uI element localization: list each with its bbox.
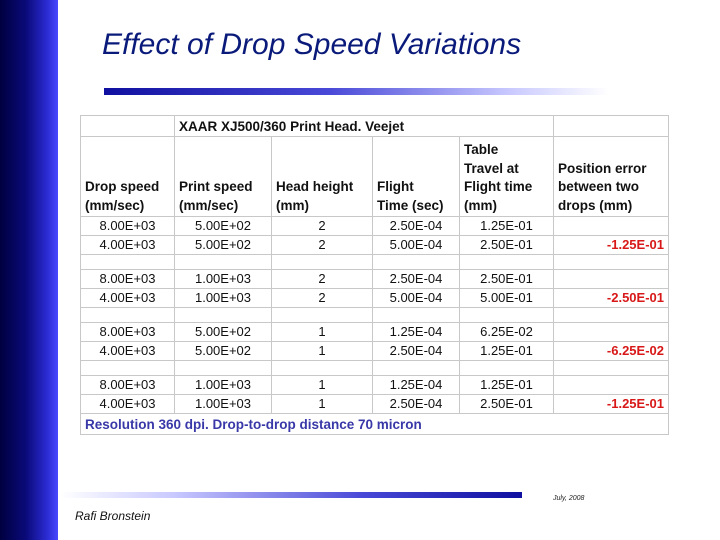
cell-table-travel: 2.50E-01	[460, 236, 554, 255]
empty-cell	[373, 308, 460, 323]
empty-cell	[373, 361, 460, 376]
cell-head-height: 2	[272, 289, 373, 308]
table-title-row	[81, 116, 669, 137]
empty-cell	[460, 361, 554, 376]
cell-drop-speed: 8.00E+03	[81, 323, 175, 342]
empty-cell	[175, 361, 272, 376]
table-row	[81, 376, 669, 395]
empty-cell	[272, 308, 373, 323]
cell-table-travel: 1.25E-01	[460, 342, 554, 361]
cell-print-speed: 1.00E+03	[175, 395, 272, 414]
footer-date: July, 2008	[553, 495, 585, 502]
header-flight-time: Flight Time (sec)	[373, 137, 460, 217]
cell-flight-time: 2.50E-04	[373, 217, 460, 236]
cell-position-error: -1.25E-01	[554, 236, 669, 255]
column-header-row	[81, 137, 669, 217]
empty-cell	[554, 308, 669, 323]
cell-table-travel: 2.50E-01	[460, 270, 554, 289]
table-row	[81, 270, 669, 289]
cell-position-error: -2.50E-01	[554, 289, 669, 308]
cell-print-speed: 1.00E+03	[175, 270, 272, 289]
cell-table-travel: 1.25E-01	[460, 217, 554, 236]
group-spacer-row	[81, 361, 669, 376]
cell-flight-time: 1.25E-04	[373, 376, 460, 395]
cell-head-height: 1	[272, 323, 373, 342]
cell-drop-speed: 4.00E+03	[81, 289, 175, 308]
table-row	[81, 395, 669, 414]
cell-flight-time: 1.25E-04	[373, 323, 460, 342]
cell-table-travel: 2.50E-01	[460, 395, 554, 414]
empty-cell	[175, 255, 272, 270]
cell-position-error	[554, 376, 669, 395]
cell-flight-time: 5.00E-04	[373, 236, 460, 255]
cell-drop-speed: 4.00E+03	[81, 236, 175, 255]
empty-cell	[175, 308, 272, 323]
resolution-note: Resolution 360 dpi. Drop-to-drop distance 70 micron	[81, 414, 669, 435]
cell-drop-speed: 8.00E+03	[81, 217, 175, 236]
header-table-travel: Table Travel at Flight time (mm)	[460, 137, 554, 217]
table-row	[81, 342, 669, 361]
cell-table-travel: 6.25E-02	[460, 323, 554, 342]
cell-flight-time: 2.50E-04	[373, 342, 460, 361]
cell-drop-speed: 8.00E+03	[81, 270, 175, 289]
print-head-table	[80, 115, 669, 435]
empty-cell	[81, 308, 175, 323]
cell-head-height: 1	[272, 395, 373, 414]
empty-cell	[272, 255, 373, 270]
slide-title: Effect of Drop Speed Variations	[102, 28, 522, 61]
empty-cell	[554, 255, 669, 270]
header-position-error: Position error between two drops (mm)	[554, 137, 669, 217]
cell-drop-speed: 8.00E+03	[81, 376, 175, 395]
empty-cell	[373, 255, 460, 270]
cell-table-travel: 1.25E-01	[460, 376, 554, 395]
cell-print-speed: 1.00E+03	[175, 289, 272, 308]
footer-author: Rafi Bronstein	[75, 509, 151, 523]
empty-cell	[81, 361, 175, 376]
table-title: XAAR XJ500/360 Print Head. Veejet	[175, 116, 554, 137]
cell-head-height: 1	[272, 376, 373, 395]
group-spacer-row	[81, 255, 669, 270]
title-underline	[104, 88, 609, 95]
cell-position-error	[554, 217, 669, 236]
header-drop-speed: Drop speed (mm/sec)	[81, 137, 175, 217]
cell-head-height: 2	[272, 236, 373, 255]
cell-flight-time: 2.50E-04	[373, 395, 460, 414]
left-accent-bar	[0, 0, 58, 540]
cell-print-speed: 5.00E+02	[175, 236, 272, 255]
data-table-container	[80, 115, 668, 458]
cell-flight-time: 2.50E-04	[373, 270, 460, 289]
header-print-speed: Print speed (mm/sec)	[175, 137, 272, 217]
footer-rule	[60, 492, 522, 498]
table-row	[81, 289, 669, 308]
cell-print-speed: 1.00E+03	[175, 376, 272, 395]
cell-head-height: 2	[272, 217, 373, 236]
cell-head-height: 2	[272, 270, 373, 289]
empty-cell	[460, 308, 554, 323]
empty-cell	[81, 255, 175, 270]
empty-cell	[460, 255, 554, 270]
table-footer-row	[81, 414, 669, 435]
cell-position-error: -1.25E-01	[554, 395, 669, 414]
cell-print-speed: 5.00E+02	[175, 342, 272, 361]
cell-table-travel: 5.00E-01	[460, 289, 554, 308]
cell-drop-speed: 4.00E+03	[81, 342, 175, 361]
cell-drop-speed: 4.00E+03	[81, 395, 175, 414]
table-body	[81, 217, 669, 414]
empty-cell	[81, 116, 175, 137]
cell-position-error	[554, 323, 669, 342]
group-spacer-row	[81, 308, 669, 323]
table-row	[81, 236, 669, 255]
cell-print-speed: 5.00E+02	[175, 323, 272, 342]
cell-head-height: 1	[272, 342, 373, 361]
empty-cell	[554, 116, 669, 137]
cell-position-error	[554, 270, 669, 289]
empty-cell	[272, 361, 373, 376]
cell-flight-time: 5.00E-04	[373, 289, 460, 308]
header-head-height: Head height (mm)	[272, 137, 373, 217]
cell-print-speed: 5.00E+02	[175, 217, 272, 236]
cell-position-error: -6.25E-02	[554, 342, 669, 361]
empty-cell	[554, 361, 669, 376]
table-row	[81, 323, 669, 342]
table-row	[81, 217, 669, 236]
